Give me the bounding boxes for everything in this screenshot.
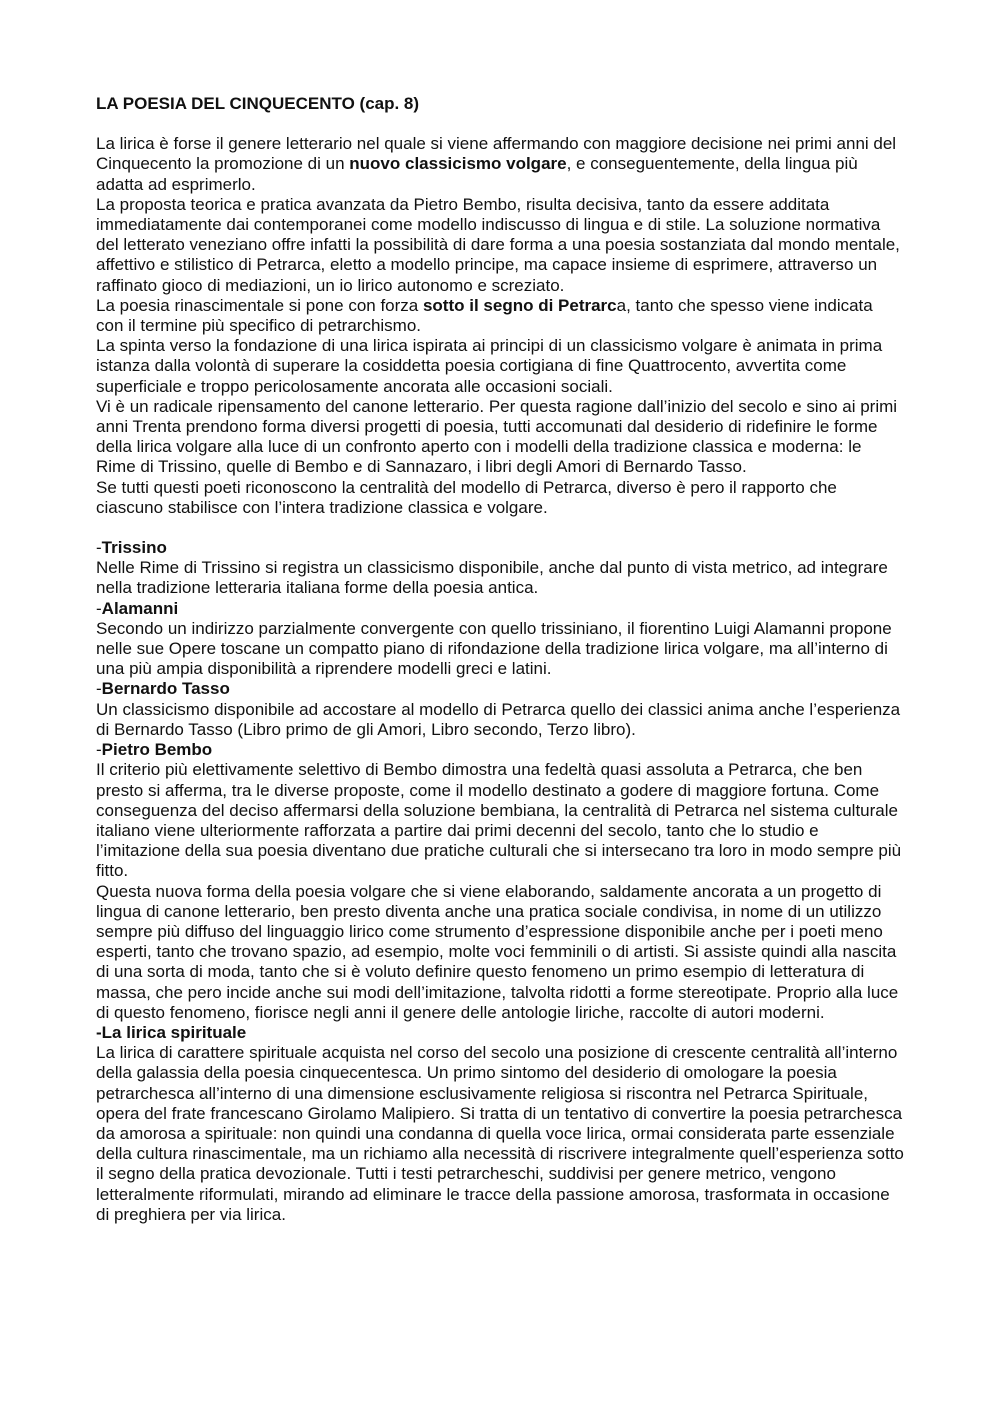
heading-title: Trissino [101, 538, 167, 558]
bold-text: nuovo classicismo volgare [349, 154, 567, 174]
text-run: Se tutti questi poeti riconoscono la centralità del modello di Petrarca, diverso è pero il rapporto che ciascuno stabilisce con l’intera tradizione classica e volgare. [96, 477, 837, 517]
section-paragraph: Questa nuova forma della poesia volgare che si viene elaborando, saldamente ancorata a un progetto di lingua di canone letterario, ben presto diventa anche una pratica sociale condivisa, in nome di un utilizzo sempre più diffuso del linguaggio lirico come strumento d’espressione disponibile anche per i poeti meno esperti, tanto che trovano spazio, ad esempio, molte voci femminili o di artisti. Si assiste quindi alla nascita di una sorta di moda, tanto che si è voluto definire questo fenomeno un primo esempio di letteratura di massa, che pero incide anche sui modi dell’imitazione, talvolta ridotti a forme stereotipate. Proprio alla luce di questo fenomeno, fiorisce negli anni il genere delle antologie liriche, raccolte di autori moderni. [96, 881, 899, 1022]
section-paragraph: Il criterio più elettivamente selettivo di Bembo dimostra una fedeltà quasi assoluta a Petrarca, che ben presto si afferma, tra le diverse proposte, come il modello destinato a godere di maggiore fortuna. Come conseguenza del deciso affermarsi della soluzione bembiana, la centralità di Petrarca nel sistema culturale italiano viene ulteriormente rafforzata a partire dai primi decenni del secolo, tanto che lo studio e l’imitazione della sua poesia diventano due pratiche culturali che si intersecano tra loro in modo sempre più fitto. [96, 760, 902, 881]
section-paragraph: Nelle Rime di Trissino si registra un classicismo disponibile, anche dal punto di vista metrico, ad integrare nella tradizione letteraria italiana forme della poesia antica. [96, 558, 888, 598]
document-page [96, 94, 904, 1225]
section-paragraph: Un classicismo disponibile ad accostare al modello di Petrarca quello dei classici anima anche l’esperienza di Bernardo Tasso (Libro primo de gli Amori, Libro secondo, Terzo libro). [96, 699, 901, 739]
intro-paragraph [96, 134, 904, 195]
text-run: a, tanto che spesso viene indicata con il termine più specifico di petrarchismo. [96, 295, 873, 336]
text-run: Vi è un radicale ripensamento del canone letterario. Per questa ragione dall’inizio del secolo e sino ai primi anni Trenta prendono forma diversi progetti di poesia, tutti accomunati dal desiderio di ridefinire le forme della lirica volgare alla luce di un confronto aperto con i modelli della tradizione classica e moderna: le Rime di Trissino, quelle di Bembo e di Sannazaro, i libri degli Amori di Bernardo Tasso. [96, 396, 898, 477]
intro-paragraph [96, 478, 904, 518]
section-gap [96, 518, 904, 538]
bold-text: sotto il segno di Petrarc [422, 295, 617, 315]
section-heading [96, 538, 904, 558]
intro-paragraph [96, 397, 904, 478]
heading-title: Bernardo Tasso [101, 679, 230, 699]
section-heading [96, 599, 904, 619]
intro-paragraph [96, 336, 904, 397]
intro-paragraph [96, 296, 904, 336]
author-sections [96, 538, 904, 1225]
section-paragraph: La lirica di carattere spirituale acquista nel corso del secolo una posizione di crescente centralità all’interno della galassia della poesia cinquecentesca. Un primo sintomo del desiderio di omologare la poesia petrarchesca all’interno di una dimensione esclusivamente religiosa si riscontra nel Petrarca Spirituale, opera del frate francescano Girolamo Malipiero. Si tratta di un tentativo di convertire la poesia petrarchesca da amorosa a spirituale: non quindi una condanna di quella voce lirica, ormai considerata parte essenziale della cultura rinascimentale, ma un richiamo alla necessità di riscrivere integralmente quell’esperienza sotto il segno della pratica devozionale. Tutti i testi petrarcheschi, suddivisi per genere metrico, vengono letteralmente riformulati, mirando ad eliminare le tracce della passione amorosa, trasformata in occasione di preghiera per via lirica. [96, 1043, 904, 1224]
heading-prefix: - [96, 679, 102, 699]
heading-prefix: - [96, 598, 102, 618]
section-paragraph: Secondo un indirizzo parzialmente convergente con quello trissiniano, il fiorentino Luigi Alamanni propone nelle sue Opere toscane un compatto piano di rifondazione della tradizione lirica volgare, ma all’interno di una più ampia disponibilità a riprendere modelli greci e latini. [96, 618, 892, 679]
heading-title: La lirica spirituale [101, 1022, 247, 1042]
heading-title: Pietro Bembo [101, 740, 213, 760]
heading-prefix: - [96, 1022, 102, 1042]
text-run: , e conseguentemente, della lingua più adatta ad esprimerlo. [96, 154, 858, 194]
text-run: La proposta teorica e pratica avanzata da Pietro Bembo, risulta decisiva, tanto da essere additata immediatamente dai contemporanei come modello indiscusso di lingua e di stile. La soluzione normativa del letterato veneziano offre infatti la possibilità di dare forma a una poesia sostanziata dal mondo mentale, affettivo e stilistico di Petrarca, eletto a modello principe, ma capace insieme di esprimere, attraverso un raffinato gioco di mediazioni, un io lirico autonomo e screziato. [96, 194, 900, 295]
text-run: La spinta verso la fondazione di una lirica ispirata ai principi di un classicismo volgare è animata in prima istanza dalla volontà di superare la cosiddetta poesia cortigiana di fine Quattrocento, avvertita come superficiale e troppo pericolosamente ancorata alle occasioni sociali. [96, 336, 883, 396]
text-run: La poesia rinascimentale si pone con forza [96, 295, 423, 315]
heading-title: Alamanni [101, 598, 179, 618]
intro-paragraph [96, 195, 904, 296]
document-title: LA POESIA DEL CINQUECENTO (cap. 8) [96, 94, 420, 113]
section-heading [96, 679, 904, 699]
heading-prefix: - [96, 538, 102, 558]
section-heading [96, 1023, 904, 1043]
section-heading [96, 740, 904, 760]
intro-section [96, 134, 904, 518]
text-run: La lirica è forse il genere letterario nel quale si viene affermando con maggiore decisione nei primi anni del Cinquecento la promozione di un [96, 134, 897, 174]
heading-prefix: - [96, 740, 102, 760]
